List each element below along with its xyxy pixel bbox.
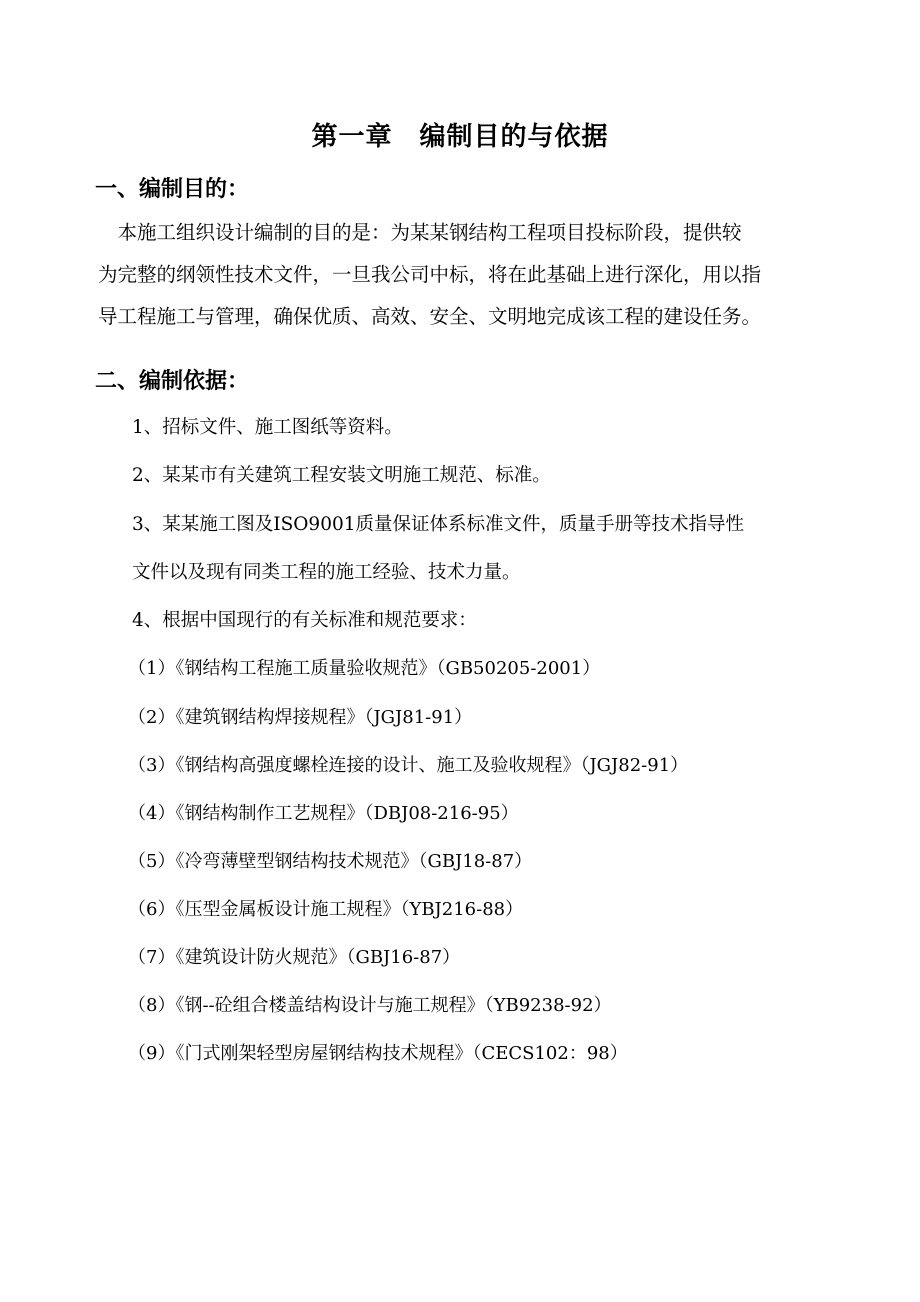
- chapter-title: 第一章 编制目的与依据: [311, 122, 609, 152]
- standard-reference: （8）《钢--砼组合楼盖结构设计与施工规程》（YB9238-92）: [128, 995, 612, 1016]
- basis-item: 4、根据中国现行的有关标准和规范要求：: [132, 610, 477, 631]
- basis-item: 1、招标文件、施工图纸等资料。: [132, 417, 403, 438]
- standard-reference: （7）《建筑设计防火规范》（GBJ16-87）: [128, 947, 461, 968]
- standard-reference: （3）《钢结构高强度螺栓连接的设计、施工及验收规程》（JGJ82-91）: [128, 755, 689, 776]
- purpose-paragraph: [98, 212, 761, 338]
- basis-item: 3、某某施工图及ISO9001质量保证体系标准文件，质量手册等技术指导性: [132, 514, 745, 535]
- standard-reference: （4）《钢结构制作工艺规程》（DBJ08-216-95）: [128, 803, 519, 824]
- standard-reference: （9）《门式刚架轻型房屋钢结构技术规程》（CECS102：98）: [128, 1043, 628, 1064]
- standard-reference: （6）《压型金属板设计施工规程》（YBJ216-88）: [128, 899, 524, 920]
- standard-reference: （5）《冷弯薄壁型钢结构技术规范》（GBJ18-87）: [128, 851, 533, 872]
- standard-reference: （1）《钢结构工程施工质量验收规范》（GB50205-2001）: [128, 658, 601, 679]
- standard-reference: （2）《建筑钢结构焊接规程》（JGJ81-91）: [128, 707, 473, 728]
- paragraph-line: 本施工组织设计编制的目的是：为某某钢结构工程项目投标阶段，提供较: [98, 221, 742, 244]
- paragraph-line: 为完整的纲领性技术文件，一旦我公司中标，将在此基础上进行深化，用以指: [98, 263, 762, 286]
- section-heading-purpose: 一、编制目的：: [95, 177, 250, 202]
- paragraph-line: 导工程施工与管理，确保优质、高效、安全、文明地完成该工程的建设任务。: [98, 305, 762, 328]
- basis-item: 2、某某市有关建筑工程安装文明施工规范、标准。: [132, 465, 551, 486]
- section-heading-basis: 二、编制依据：: [95, 369, 250, 394]
- basis-item-continuation: 文件以及现有同类工程的施工经验、技术力量。: [132, 562, 521, 583]
